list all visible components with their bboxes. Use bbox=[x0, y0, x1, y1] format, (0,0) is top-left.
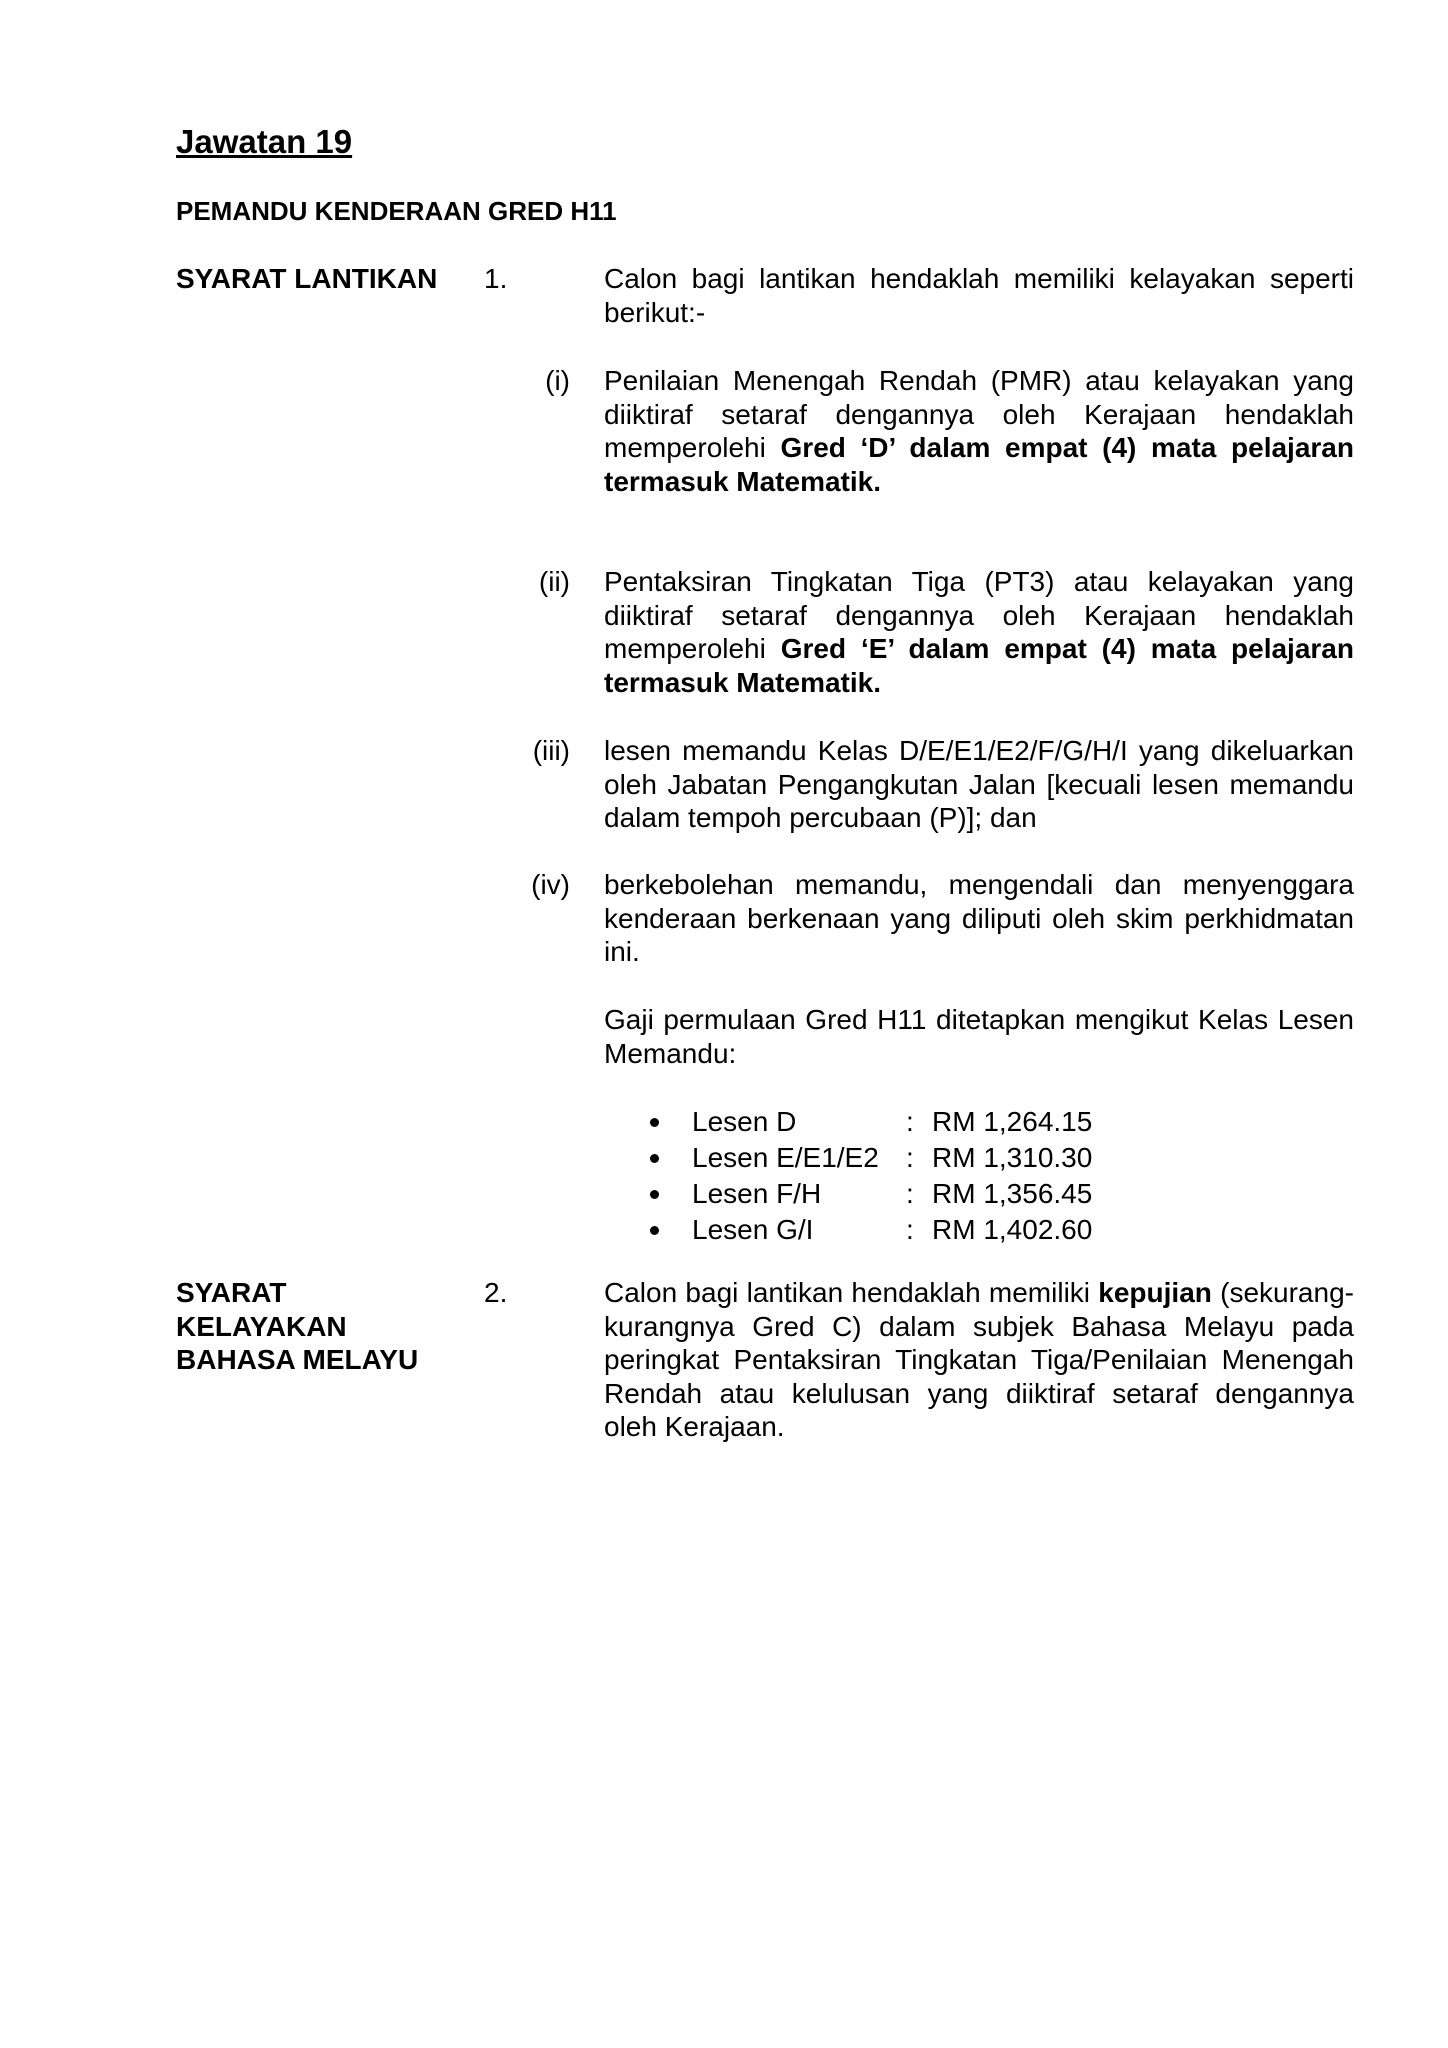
item-marker-iv: (iv) bbox=[531, 869, 570, 900]
section-2-label-line: BAHASA MELAYU bbox=[176, 1344, 419, 1375]
item-ii-plain: Pentaksiran Tingkatan Tiga (PT3) atau kelayakan yang diiktiraf setaraf dengannya oleh Kerajaan hendaklah memperolehi bbox=[604, 566, 1354, 664]
section-1-label: SYARAT LANTIKAN bbox=[176, 263, 438, 294]
item-ii-bold: Gred ‘E’ dalam empat (4) mata pelajaran termasuk Matematik. bbox=[604, 633, 1354, 698]
page-title: Jawatan 19 bbox=[176, 123, 353, 160]
item-marker-i: (i) bbox=[545, 365, 570, 396]
section-2-label-line: SYARAT bbox=[176, 1277, 287, 1308]
bullet-icon bbox=[650, 1118, 659, 1127]
item-i-bold: Gred ‘D’ dalam empat (4) mata pelajaran termasuk Matematik. bbox=[604, 432, 1354, 497]
bullet-icon bbox=[650, 1190, 659, 1199]
separator: : bbox=[906, 1106, 914, 1137]
item-iv-text: berkebolehan memandu, mengendali dan menyenggara kenderaan berkenaan yang diliputi oleh skim perkhidmatan ini. bbox=[604, 869, 1354, 967]
separator: : bbox=[906, 1178, 914, 1209]
section-2-bold: kepujian bbox=[1098, 1277, 1212, 1308]
section-1-intro: Calon bagi lantikan hendaklah memiliki kelayakan seperti berikut:- bbox=[604, 263, 1354, 328]
bullet-icon bbox=[650, 1154, 659, 1163]
item-ii-text bbox=[604, 565, 1354, 699]
item-marker-ii: (ii) bbox=[538, 566, 570, 597]
bullet-icon bbox=[650, 1226, 659, 1235]
section-2-plain-before: Calon bagi lantikan hendaklah memiliki bbox=[604, 1277, 1099, 1308]
license-class: Lesen F/H bbox=[692, 1178, 822, 1209]
separator: : bbox=[906, 1214, 914, 1245]
section-2-label-line: KELAYAKAN bbox=[176, 1310, 347, 1342]
salary-amount: RM 1,356.45 bbox=[932, 1178, 1093, 1209]
position-name: PEMANDU KENDERAAN GRED H11 bbox=[176, 196, 617, 226]
section-2-number: 2. bbox=[484, 1277, 508, 1308]
item-i-plain: Penilaian Menengah Rendah (PMR) atau kelayakan yang diiktiraf setaraf dengannya oleh Kerajaan hendaklah memperolehi bbox=[604, 365, 1354, 463]
salary-note: Gaji permulaan Gred H11 ditetapkan mengikut Kelas Lesen Memandu: bbox=[604, 1004, 1354, 1069]
item-i-text bbox=[604, 364, 1354, 498]
license-class: Lesen D bbox=[692, 1106, 797, 1137]
license-class: Lesen E/E1/E2 bbox=[692, 1142, 879, 1173]
section-2-plain-after: (sekurang-kurangnya Gred C) dalam subjek Bahasa Melayu pada peringkat Pentaksiran Tingkatan Tiga/Penilaian Menengah Rendah atau kelulusan yang diiktiraf setaraf dengannya oleh Kerajaan. bbox=[604, 1277, 1354, 1442]
section-1-number: 1. bbox=[484, 263, 508, 294]
salary-amount: RM 1,264.15 bbox=[932, 1106, 1093, 1137]
item-iii-text: lesen memandu Kelas D/E/E1/E2/F/G/H/I yang dikeluarkan oleh Jabatan Pengangkutan Jalan [kecuali lesen memandu dalam tempoh percubaan (P)]; dan bbox=[604, 735, 1354, 833]
section-2-text bbox=[604, 1276, 1354, 1444]
salary-amount: RM 1,402.60 bbox=[932, 1214, 1093, 1245]
license-class: Lesen G/I bbox=[692, 1214, 814, 1245]
separator: : bbox=[906, 1142, 914, 1173]
item-marker-iii: (iii) bbox=[532, 735, 570, 766]
section-2-label bbox=[176, 1276, 418, 1377]
salary-amount: RM 1,310.30 bbox=[932, 1142, 1093, 1173]
